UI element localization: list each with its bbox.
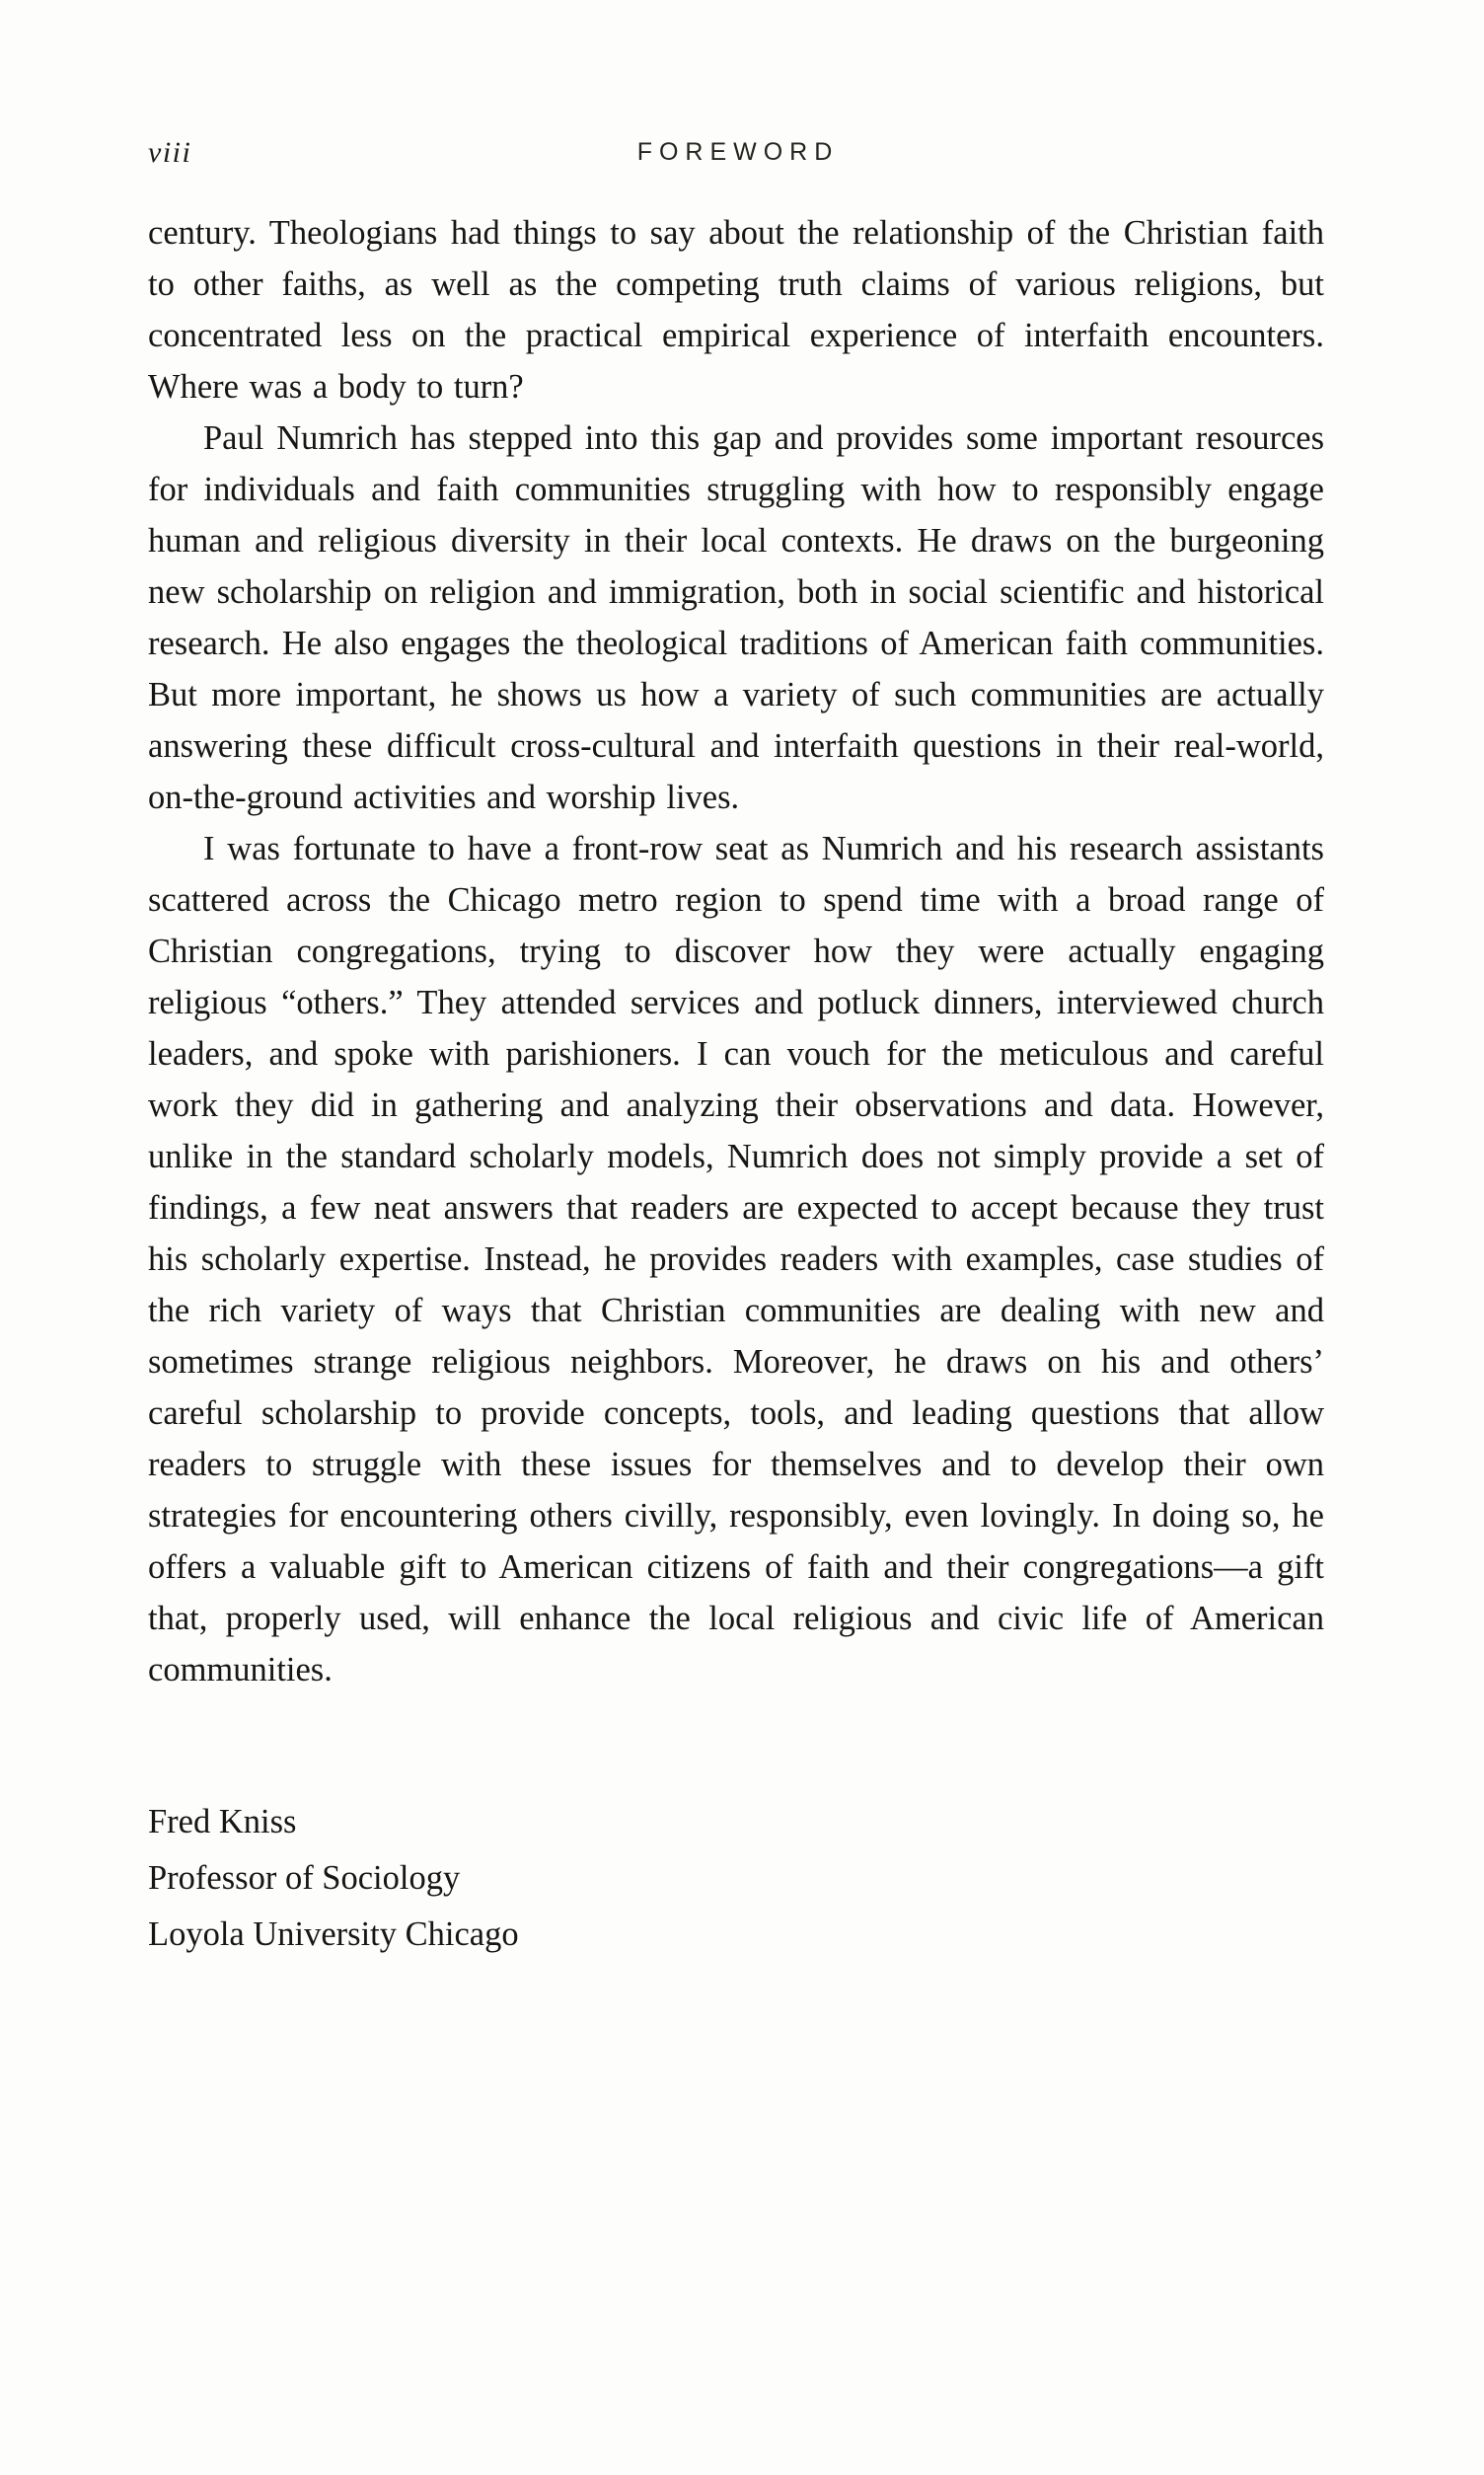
paragraph-3: I was fortunate to have a front-row seat as Numrich and his research assistants scattered across the Chicago metro region to spend time with a broad range of Christian congregations, trying to discover how they were actually engaging religious “others.” They attended services and potluck dinners, interviewed church leaders, and spoke with parishioners. I can vouch for the meticulous and careful work they did in gathering and analyzing their observations and data. However, unlike in the standard scholarly models, Numrich does not simply provide a set of findings, a few neat answers that readers are expected to accept because they trust his scholarly expertise. Instead, he provides readers with examples, case studies of the rich variety of ways that Christian communities are dealing with new and sometimes strange religious neighbors. Moreover, he draws on his and others’ careful scholarship to provide concepts, tools, and leading questions that allow readers to struggle with these issues for themselves and to develop their own strategies for encountering others civilly, responsibly, even lovingly. In doing so, he offers a valuable gift to American citizens of faith and their congregations—a gift that, properly used, will enhance the local religious and civic life of American communities. [148, 830, 1324, 1688]
running-head: FOREWORD [636, 138, 840, 166]
signature-affiliation: Loyola University Chicago [148, 1915, 519, 1953]
page-header [148, 134, 1328, 174]
page-number: viii [148, 136, 192, 169]
signature-title: Professor of Sociology [148, 1859, 461, 1897]
paragraph-2: Paul Numrich has stepped into this gap and provides some important resources for individuals and faith communities struggling with how to responsibly engage human and religious diversity in their local contexts. He draws on the burgeoning new scholarship on religion and immigration, both in social scientific and historical research. He also engages the theological traditions of American faith communities. But more important, he shows us how a variety of such communities are actually answering these difficult cross-cultural and interfaith questions in their real-world, on-the-ground activities and worship lives. [148, 419, 1324, 816]
signature-block [148, 1794, 1324, 1963]
paragraph-1: century. Theologians had things to say about the relationship of the Christian faith to other faiths, as well as the competing truth claims of various religions, but concentrated less on the practical empirical experience of interfaith encounters. Where was a body to turn? [148, 214, 1324, 406]
signature-name: Fred Kniss [148, 1803, 297, 1840]
foreword-body [148, 207, 1324, 1963]
